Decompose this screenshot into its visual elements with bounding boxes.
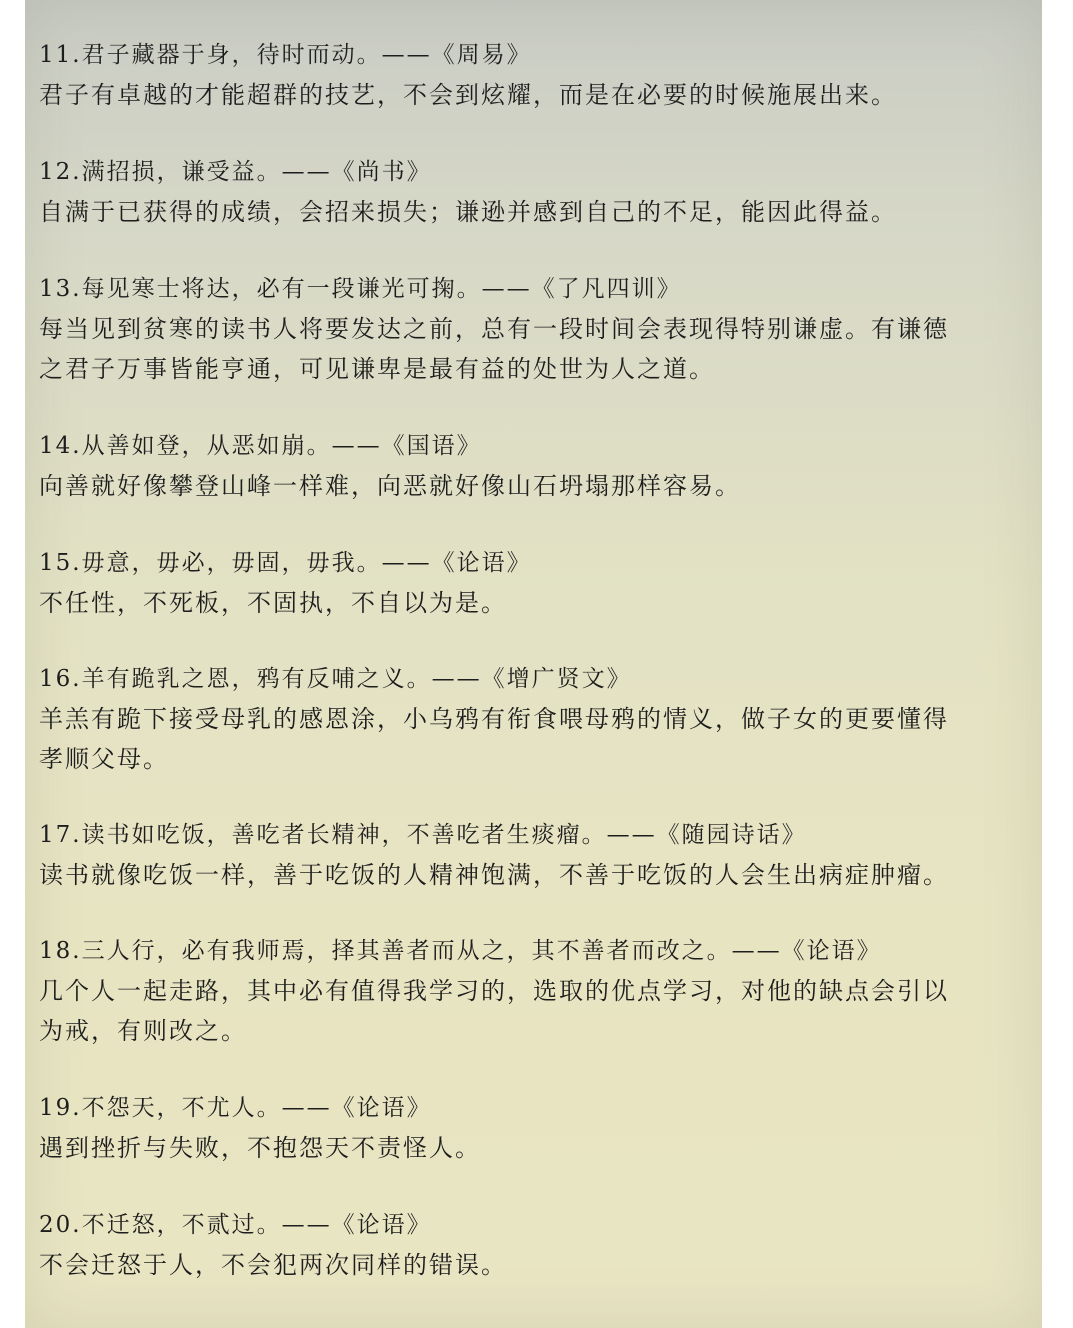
- entry-explanation: 读书就像吃饭一样，善于吃饭的人精神饱满，不善于吃饭的人会生出病症肿瘤。: [39, 861, 949, 889]
- entry-title: 14.从善如登，从恶如崩。——《国语》: [39, 433, 482, 459]
- entry-14: [39, 426, 1029, 506]
- entry-title: 11.君子藏器于身，待时而动。——《周易》: [39, 42, 532, 68]
- entry-explanation: 君子有卓越的才能超群的技艺，不会到炫耀，而是在必要的时候施展出来。: [39, 81, 897, 109]
- entry-19: [39, 1088, 1029, 1168]
- entry-explanation: 羊羔有跪下接受母乳的感恩涂，小乌鸦有衔食喂母鸦的情义，做子女的更要懂得: [39, 705, 949, 733]
- entry-explanation: 遇到挫折与失败，不抱怨天不责怪人。: [39, 1134, 481, 1162]
- entry-explanation: 不会迁怒于人，不会犯两次同样的错误。: [39, 1251, 507, 1279]
- entry-18: [39, 931, 1029, 1051]
- entry-explanation: 孝顺父母。: [39, 745, 169, 773]
- entry-title: 12.满招损，谦受益。——《尚书》: [39, 159, 432, 185]
- entry-17: [39, 815, 1029, 895]
- entry-title: 18.三人行，必有我师焉，择其善者而从之，其不善者而改之。——《论语》: [39, 938, 882, 964]
- entry-title: 19.不怨天，不尤人。——《论语》: [39, 1095, 432, 1121]
- entry-explanation: 之君子万事皆能亨通，可见谦卑是最有益的处世为人之道。: [39, 355, 715, 383]
- entry-13: [39, 269, 1029, 389]
- entry-explanation: 不任性，不死板，不固执，不自以为是。: [39, 589, 507, 617]
- entry-title: 16.羊有跪乳之恩，鸦有反哺之义。——《增广贤文》: [39, 666, 632, 692]
- entry-title: 20.不迁怒，不贰过。——《论语》: [39, 1212, 432, 1238]
- entry-explanation: 自满于已获得的成绩，会招来损失；谦逊并感到自己的不足，能因此得益。: [39, 198, 897, 226]
- entry-explanation: 几个人一起走路，其中必有值得我学习的，选取的优点学习，对他的缺点会引以: [39, 977, 949, 1005]
- entry-title: 15.毋意，毋必，毋固，毋我。——《论语》: [39, 550, 532, 576]
- entry-explanation: 向善就好像攀登山峰一样难，向恶就好像山石坍塌那样容易。: [39, 472, 741, 500]
- entry-title: 13.每见寒士将达，必有一段谦光可掬。——《了凡四训》: [39, 276, 682, 302]
- entry-15: [39, 543, 1029, 623]
- entry-20: [39, 1205, 1029, 1285]
- entry-12: [39, 152, 1029, 232]
- entry-explanation: 每当见到贫寒的读书人将要发达之前，总有一段时间会表现得特别谦虚。有谦德: [39, 315, 949, 343]
- entry-16: [39, 659, 1029, 779]
- document-page: [25, 0, 1042, 1328]
- entry-11: [39, 35, 1029, 115]
- entry-title: 17.读书如吃饭，善吃者长精神，不善吃者生痰瘤。——《随园诗话》: [39, 822, 807, 848]
- entry-explanation: 为戒，有则改之。: [39, 1017, 247, 1045]
